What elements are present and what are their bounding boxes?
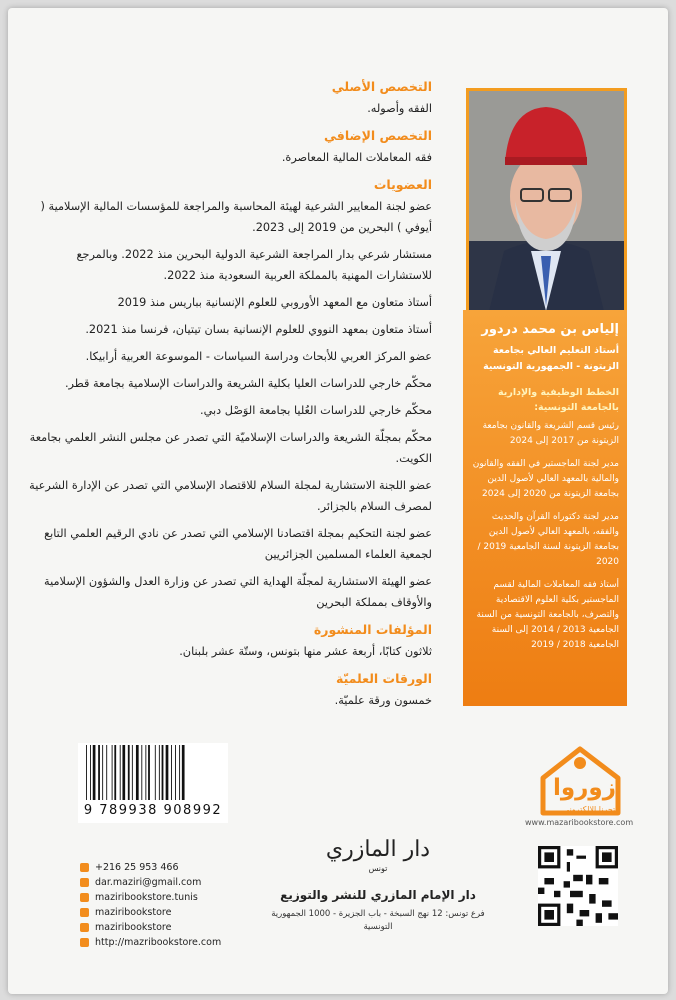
isbn-barcode bbox=[78, 743, 228, 823]
store-logo-text: زوروا bbox=[553, 775, 616, 801]
section-heading: التخصص الأصلي bbox=[331, 79, 432, 94]
section-heading: المؤلفات المنشورة bbox=[313, 622, 432, 637]
contact-text: dar.maziri@gmail.com bbox=[95, 877, 202, 888]
contact-facebook[interactable] bbox=[80, 905, 221, 920]
publisher-address: فرع تونس: 12 نهج السبخة - باب الجزيرة - 1000 الجمهورية التونسية bbox=[271, 909, 485, 932]
plan-item: مدير لجنة الماجستير في الفقه والقانون والمالية بالمعهد العالي لأصول الدين بجامعة الزيتونة من 2020 إلى 2024 bbox=[472, 459, 619, 499]
contact-website[interactable] bbox=[80, 935, 221, 950]
contact-text: maziribookstore bbox=[95, 922, 172, 933]
section-paragraph: مستشار شرعي بدار المراجعة الشرعية الدولية البحرين منذ 2022. وبالمرجع للاستشارات المهنية بالمملكة العربية السعودية منذ 2022. bbox=[76, 248, 432, 282]
contact-email[interactable] bbox=[80, 875, 221, 890]
contact-list bbox=[80, 860, 221, 950]
contact-text: maziribookstore.tunis bbox=[95, 892, 198, 903]
publisher-mark-sub: تونس bbox=[368, 864, 388, 873]
instagram-icon bbox=[80, 923, 89, 932]
contact-text: +216 25 953 466 bbox=[95, 862, 179, 873]
facebook-icon bbox=[80, 908, 89, 917]
section-paragraph: عضو لجنة التحكيم بمجلة اقتصادنا الإسلامي التي تصدر عن نادي الرقيم العلمي التابع لجمعية العلماء المسلمين الجزائريين bbox=[44, 527, 432, 561]
section-heading: التخصص الإضافي bbox=[323, 128, 432, 143]
section-paragraph: عضو لجنة المعايير الشرعية لهيئة المحاسبة والمراجعة للمؤسسات المالية الإسلامية ( أيوفي ) البحرين من 2019 إلى 2023. bbox=[40, 200, 432, 234]
barcode-bars bbox=[84, 745, 222, 800]
section-paragraph: محكّم بمجلّة الشريعة والدراسات الإسلاميّة التي تصدر عن مجلس النشر العلمي بجامعة الكويت. bbox=[29, 431, 432, 465]
contact-text: http://mazribookstore.com bbox=[95, 937, 222, 948]
author-bio-panel bbox=[463, 310, 627, 706]
phone-icon bbox=[80, 863, 89, 872]
store-url[interactable]: www.mazaribookstore.com bbox=[525, 818, 634, 827]
mail-icon bbox=[80, 878, 89, 887]
contact-instagram[interactable] bbox=[80, 920, 221, 935]
section-paragraph: عضو المركز العربي للأبحاث ودراسة السياسات - الموسوعة العربية أرابيكا. bbox=[85, 350, 432, 363]
section-paragraph: محكّم خارجي للدراسات العُليا بجامعة الوَصْل دبي. bbox=[200, 404, 432, 417]
section-paragraph: عضو الهيئة الاستشارية لمجلّة الهداية التي تصدر عن وزارة العدل والشؤون الإسلامية والأوقاف بمملكة البحرين bbox=[44, 575, 432, 609]
author-cv-text bbox=[27, 70, 432, 717]
contact-phone[interactable] bbox=[80, 860, 221, 875]
section-heading: العضويات bbox=[373, 177, 432, 192]
facebook-icon bbox=[80, 893, 89, 902]
plan-item: رئيس قسم الشريعة والقانون بجامعة الزيتونة من 2017 إلى 2024 bbox=[482, 421, 619, 446]
store-tagline: متجرنا الإلكتروني bbox=[563, 805, 620, 814]
back-cover bbox=[8, 8, 668, 994]
plans-heading: الخطط الوظيفية والإدارية بالجامعة التونسية: bbox=[498, 387, 619, 413]
section-heading: الورقات العلميّة bbox=[335, 671, 432, 686]
author-photo bbox=[466, 88, 627, 311]
section-paragraph: خمسون ورقة علميّة. bbox=[334, 694, 432, 707]
globe-icon bbox=[80, 938, 89, 947]
author-title: أستاذ التعليم العالي بجامعة الزيتونة - الجمهورية التونسية bbox=[483, 345, 619, 372]
publisher-calligraphy-logo bbox=[298, 826, 458, 876]
plan-item: أستاذ فقه المعاملات المالية لقسم الماجستير بكلية العلوم الاقتصادية والتصرف، بالجامعة التونسية من السنة الجامعية 2013 / 2014 إلى السنة الجامعية 2018 / 2019 bbox=[476, 580, 619, 650]
section-paragraph: فقه المعاملات المالية المعاصرة. bbox=[281, 151, 432, 164]
plan-item: مدير لجنة دكتوراه القرآن والحديث والفقه، بالمعهد العالي لأصول الدين بجامعة الزيتونة لسنة الجامعية 2019 / 2020 bbox=[477, 512, 619, 567]
contact-text: maziribookstore bbox=[95, 907, 172, 918]
section-paragraph: أستاذ متعاون مع المعهد الأوروبي للعلوم الإنسانية بباريس منذ 2019 bbox=[117, 296, 432, 309]
author-name: إلياس بن محمد دردور bbox=[481, 322, 619, 337]
publisher-name: دار الإمام المازري للنشر والتوزيع bbox=[280, 888, 476, 902]
barcode-number: 9 789938 908992 bbox=[83, 803, 223, 818]
publisher-mark: دار المازري bbox=[325, 837, 431, 862]
section-paragraph: ثلاثون كتابًا، أربعة عشر منها بتونس، وستّة عشر بلبنان. bbox=[179, 645, 432, 658]
section-paragraph: أستاذ متعاون بمعهد النووي للعلوم الإنسانية بسان تيتيان، فرنسا منذ 2021. bbox=[85, 323, 432, 336]
qr-code bbox=[538, 846, 618, 926]
section-paragraph: محكّم خارجي للدراسات العليا بكلية الشريعة والدراسات الإسلامية بجامعة قطر. bbox=[64, 377, 432, 390]
section-paragraph: الفقه وأصوله. bbox=[367, 102, 432, 115]
contact-facebook[interactable] bbox=[80, 890, 221, 905]
section-paragraph: عضو اللجنة الاستشارية لمجلة السلام للاقتصاد الإسلامي التي تصدر عن الإدارة الشرعية لمصرف السلام بالجزائر. bbox=[29, 479, 432, 513]
